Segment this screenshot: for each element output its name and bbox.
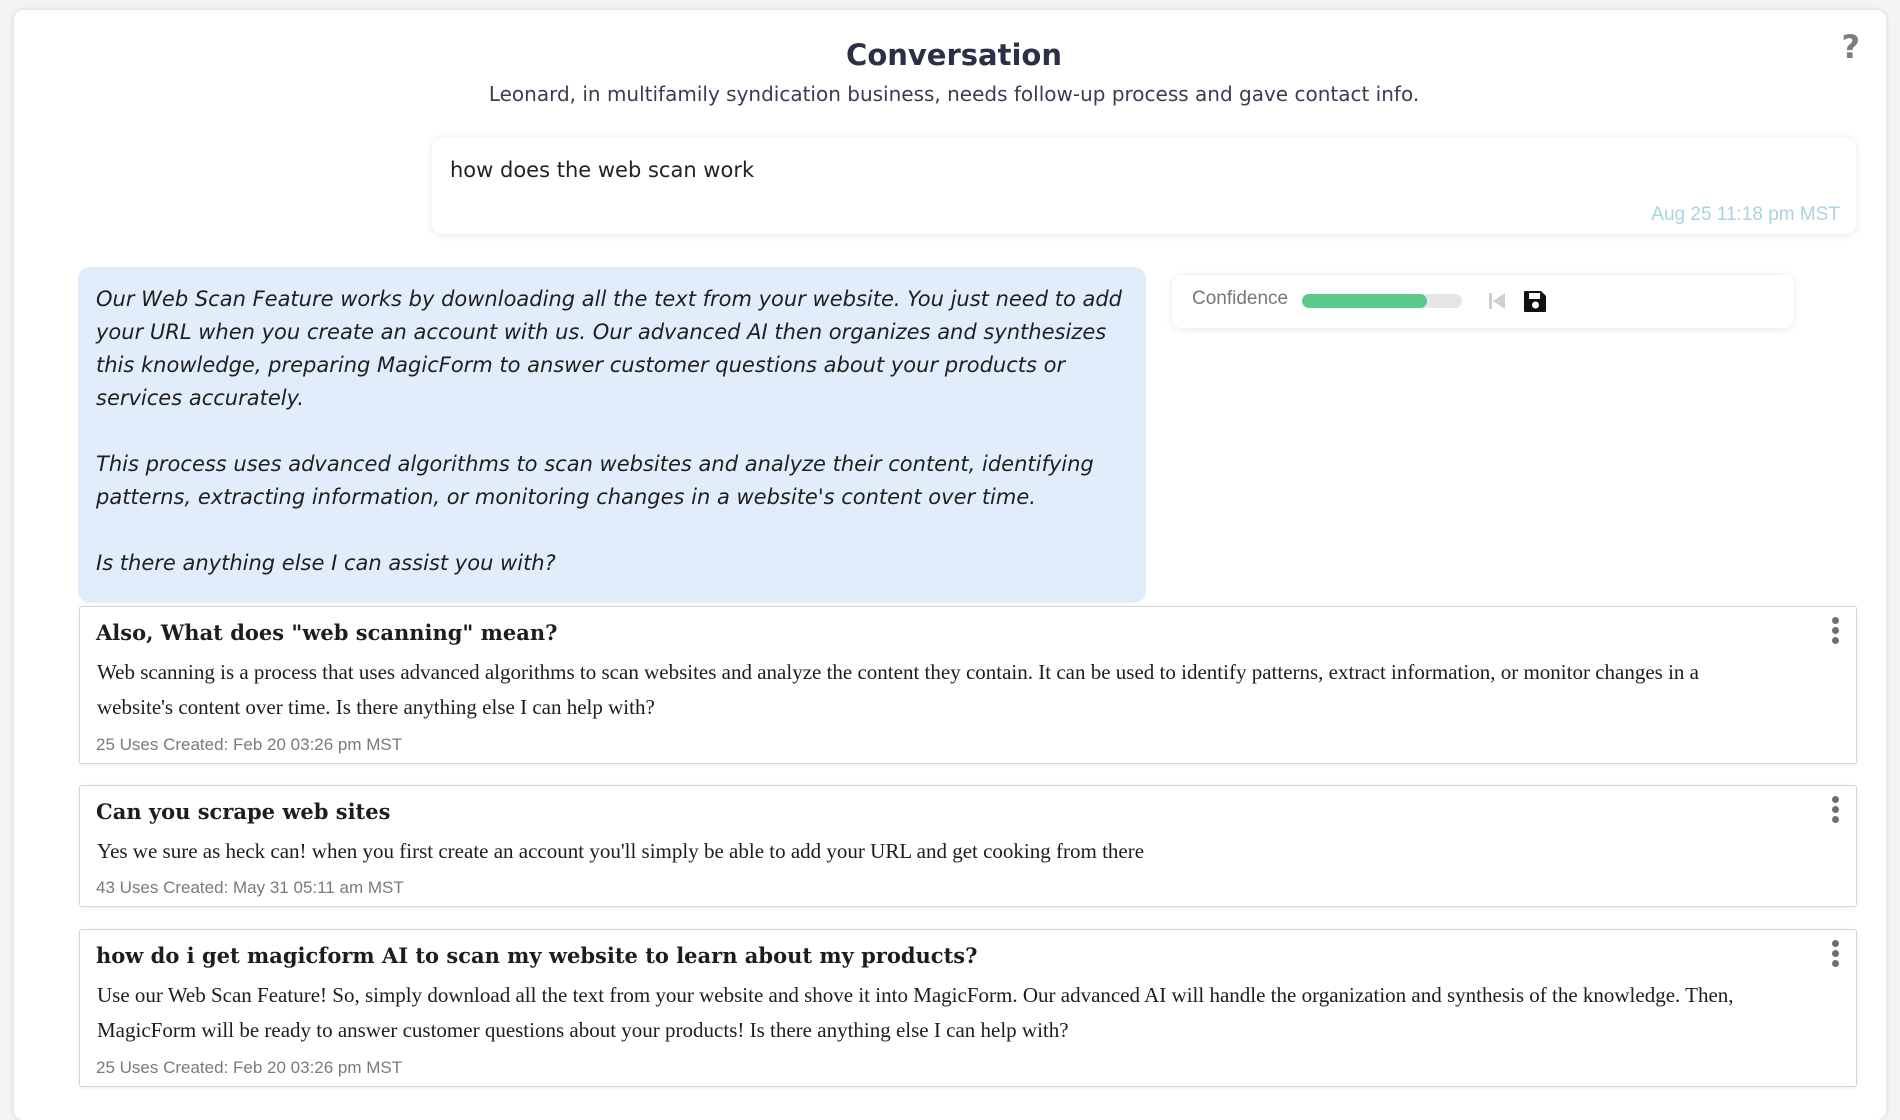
card-question: Also, What does "web scanning" mean? <box>96 620 558 645</box>
conversation-panel <box>14 10 1886 1120</box>
skip-back-icon[interactable] <box>1484 287 1510 315</box>
more-options-icon[interactable] <box>1828 796 1842 828</box>
confidence-label: Confidence <box>1192 288 1289 309</box>
more-options-icon[interactable] <box>1828 617 1842 649</box>
knowledge-card[interactable] <box>79 929 1857 1087</box>
bot-message-paragraph: Is there anything else I can assist you with? <box>96 551 556 575</box>
card-answer: Use our Web Scan Feature! So, simply download all the text from your website and shove it into MagicForm. Our advanced AI will handle the organization and synthesis of the knowledge. Then, MagicForm will be ready to answer customer questions about your products! Is there anything else I can help with? <box>97 983 1734 1042</box>
page-title: Conversation <box>846 38 1062 72</box>
card-answer: Web scanning is a process that uses advanced algorithms to scan websites and analyze the content they contain. It can be used to identify patterns, extract information, or monitor changes in a website's content over time. Is there anything else I can help with? <box>97 660 1699 719</box>
knowledge-card[interactable] <box>79 606 1857 764</box>
knowledge-card[interactable] <box>79 785 1857 907</box>
card-answer: Yes we sure as heck can! when you first create an account you'll simply be able to add your URL and get cooking from there <box>97 839 1145 863</box>
card-meta: 43 Uses Created: May 31 05:11 am MST <box>96 878 404 897</box>
bot-message-paragraph: Our Web Scan Feature works by downloading all the text from your website. You just need to add your URL when you create an account with us. Our advanced AI then organizes and synthesizes this knowledge, preparing MagicForm to answer customer questions about your products or services accurately. <box>96 287 1123 410</box>
confidence-bar-fill <box>1302 294 1427 308</box>
user-message-text: how does the web scan work <box>450 158 755 182</box>
user-message-timestamp: Aug 25 11:18 pm MST <box>1651 204 1840 225</box>
confidence-bar <box>1302 294 1462 308</box>
user-message <box>432 138 1856 234</box>
confidence-widget <box>1172 275 1794 328</box>
bot-message <box>78 267 1146 603</box>
more-options-icon[interactable] <box>1828 940 1842 972</box>
card-meta: 25 Uses Created: Feb 20 03:26 pm MST <box>96 1058 403 1077</box>
card-question: how do i get magicform AI to scan my website to learn about my products? <box>96 943 978 968</box>
card-meta: 25 Uses Created: Feb 20 03:26 pm MST <box>96 735 403 754</box>
question-mark-icon[interactable]: ? <box>1841 28 1860 66</box>
card-question: Can you scrape web sites <box>96 799 391 824</box>
bot-message-paragraph: This process uses advanced algorithms to scan websites and analyze their content, identifying patterns, extracting information, or monitoring changes in a website's content over time. <box>96 452 1094 509</box>
save-icon[interactable] <box>1522 287 1548 315</box>
conversation-summary: Leonard, in multifamily syndication business, needs follow-up process and gave contact info. <box>488 82 1420 106</box>
